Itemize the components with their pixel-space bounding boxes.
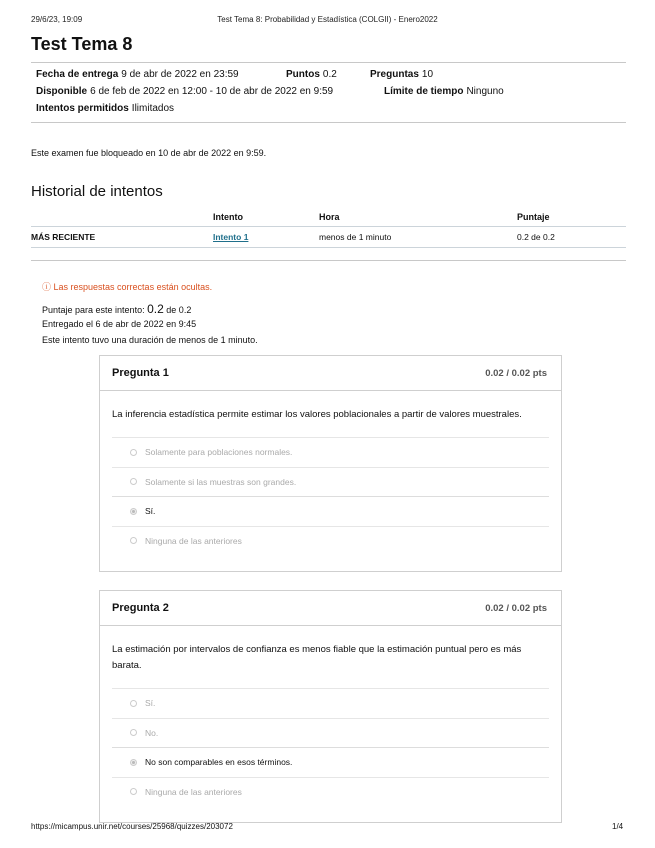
radio-selected-icon xyxy=(130,759,137,766)
option-label: No. xyxy=(145,727,159,738)
answer-option[interactable] xyxy=(112,688,549,718)
duration-text: Este intento tuvo una duración de menos de 1 minuto. xyxy=(42,335,258,345)
questions-label: Preguntas xyxy=(370,69,419,80)
answer-option[interactable] xyxy=(112,718,549,748)
available xyxy=(36,86,333,97)
row-score: 0.2 de 0.2 xyxy=(517,227,626,248)
points-label: Puntos xyxy=(286,69,320,80)
radio-icon xyxy=(130,700,137,707)
option-label: No son comparables en esos términos. xyxy=(145,757,293,768)
question-1 xyxy=(99,355,562,572)
option-label: Ninguna de las anteriores xyxy=(145,786,242,797)
question-title: Pregunta 1 xyxy=(112,367,169,379)
score-value: 0.2 xyxy=(147,302,164,316)
attempts-label: Intentos permitidos xyxy=(36,103,129,114)
option-label: Solamente si las muestras son grandes. xyxy=(145,476,297,487)
radio-selected-icon xyxy=(130,508,137,515)
attempts-table xyxy=(31,208,626,248)
page-title: Test Tema 8 xyxy=(31,34,133,54)
radio-icon xyxy=(130,788,137,795)
time-limit-value: Ninguno xyxy=(466,86,504,97)
due-label: Fecha de entrega xyxy=(36,69,119,80)
available-label: Disponible xyxy=(36,86,88,97)
question-points: 0.02 / 0.02 pts xyxy=(485,602,547,614)
submitted-text: Entregado el 6 de abr de 2022 en 9:45 xyxy=(42,319,197,329)
questions-count xyxy=(370,69,433,80)
print-datetime: 29/6/23, 19:09 xyxy=(31,15,83,24)
col-header-time: Hora xyxy=(319,208,517,227)
question-title: Pregunta 2 xyxy=(112,602,169,614)
divider xyxy=(31,62,626,63)
points xyxy=(286,69,337,80)
warning-icon: ⓘ xyxy=(42,282,54,292)
available-value: 6 de feb de 2022 en 12:00 - 10 de abr de 2022 en 9:59 xyxy=(90,86,334,97)
radio-icon xyxy=(130,449,137,456)
answer-option[interactable] xyxy=(112,777,549,807)
question-2 xyxy=(99,590,562,823)
questions-value: 10 xyxy=(421,69,434,80)
due-value: 9 de abr de 2022 en 23:59 xyxy=(121,69,239,80)
col-header-score: Puntaje xyxy=(517,208,626,227)
option-label: Ninguna de las anteriores xyxy=(145,535,242,546)
time-limit-label: Límite de tiempo xyxy=(384,86,464,97)
print-doc-title: Test Tema 8: Probabilidad y Estadística (COLGII) - Enero2022 xyxy=(217,15,438,24)
answer-option[interactable] xyxy=(112,437,549,467)
points-value: 0.2 xyxy=(322,69,337,80)
due-date xyxy=(36,69,239,80)
score-label: Puntaje para este intento: xyxy=(42,305,145,315)
score-total: de 0.2 xyxy=(166,305,192,315)
locked-message: Este examen fue bloqueado en 10 de abr de 2022 en 9:59. xyxy=(31,148,267,158)
question-text: La inferencia estadística permite estimar los valores poblacionales a partir de valores muestrales. xyxy=(112,409,522,420)
row-time: menos de 1 minuto xyxy=(319,227,517,248)
divider xyxy=(31,260,626,261)
col-header xyxy=(31,208,213,227)
question-text: La estimación por intervalos de confianza es menos fiable que la estimación puntual pero es más barata. xyxy=(112,644,522,671)
option-label: Solamente para poblaciones normales. xyxy=(145,447,293,458)
col-header-attempt: Intento xyxy=(213,208,319,227)
radio-icon xyxy=(130,478,137,485)
attempts-value: Ilimitados xyxy=(131,103,175,114)
radio-icon xyxy=(130,537,137,544)
row-label: MÁS RECIENTE xyxy=(31,227,213,248)
option-label: Sí. xyxy=(145,698,156,709)
attempt-score xyxy=(42,302,191,316)
print-url: https://micampus.unir.net/courses/25968/quizzes/203072 xyxy=(31,822,233,831)
warning-text: Las respuestas correctas están ocultas. xyxy=(53,282,213,292)
hidden-answers-warning xyxy=(42,280,212,293)
question-points: 0.02 / 0.02 pts xyxy=(485,367,547,379)
attempts-allowed xyxy=(36,103,174,114)
answer-option[interactable] xyxy=(112,526,549,556)
history-title: Historial de intentos xyxy=(31,183,163,200)
divider xyxy=(31,122,626,123)
option-label: Sí. xyxy=(145,506,156,517)
answer-option-selected[interactable] xyxy=(112,747,549,777)
print-page-number: 1/4 xyxy=(612,822,624,831)
answer-option-selected[interactable] xyxy=(112,496,549,526)
table-row xyxy=(31,227,626,248)
time-limit xyxy=(384,86,504,97)
answer-option[interactable] xyxy=(112,467,549,497)
attempt-link[interactable]: Intento 1 xyxy=(213,232,249,242)
radio-icon xyxy=(130,729,137,736)
